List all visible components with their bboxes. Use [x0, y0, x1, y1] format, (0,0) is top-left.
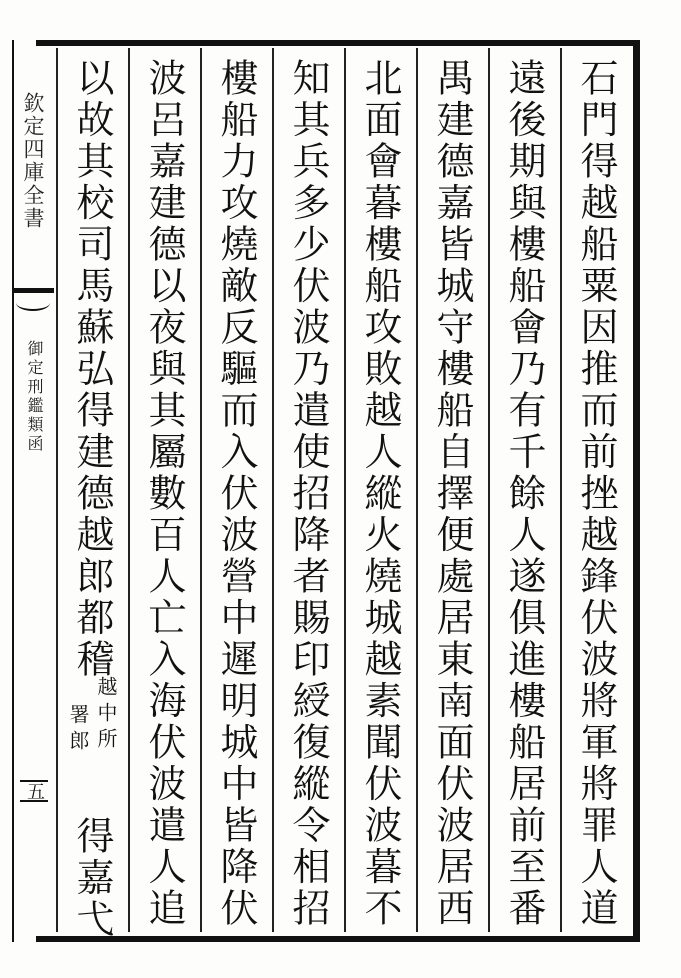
gutter-border-left [12, 40, 14, 942]
column-text: 石門得越船粟因推而前挫越鋒伏波將軍將罪人道 [574, 58, 618, 930]
text-column-2 [488, 48, 560, 932]
annotation-right: 越中所 [94, 676, 118, 754]
column-text-tail: 得嘉弋 [70, 816, 114, 941]
text-column-3 [416, 48, 488, 932]
volume-title: 御定刑鑑類函 [25, 340, 44, 454]
column-text: 樓船力攻燒敵反驅而入伏波營中遲明城中皆降伏 [214, 58, 258, 930]
text-column-5 [272, 48, 344, 932]
book-title: 欽定四庫全書 [21, 92, 45, 230]
text-column-6 [200, 48, 272, 932]
column-text: 禺建德嘉皆城守樓船自擇便處居東南面伏波居西 [430, 58, 474, 930]
annotation [64, 676, 120, 786]
text-column-8 [56, 48, 128, 941]
column-text: 遠後期與樓船會乃有千餘人遂俱進樓船居前至番 [502, 58, 546, 930]
column-text: 以故其校司馬蘇弘得建德越郎都稽 [70, 58, 114, 681]
text-column-1 [560, 48, 634, 932]
column-text: 波呂嘉建德以夜與其屬數百人亡入海伏波遣人追 [142, 58, 186, 930]
page-number: 五 [20, 780, 48, 802]
column-text: 知其兵多少伏波乃遣使招降者賜印綬復縱令相招 [286, 58, 330, 930]
text-column-7 [128, 48, 200, 932]
annotation-left: 署郎 [66, 704, 90, 756]
text-column-4 [344, 48, 416, 932]
column-text: 北面會暮樓船攻敗越人縱火燒城越素聞伏波暮不 [358, 58, 402, 930]
